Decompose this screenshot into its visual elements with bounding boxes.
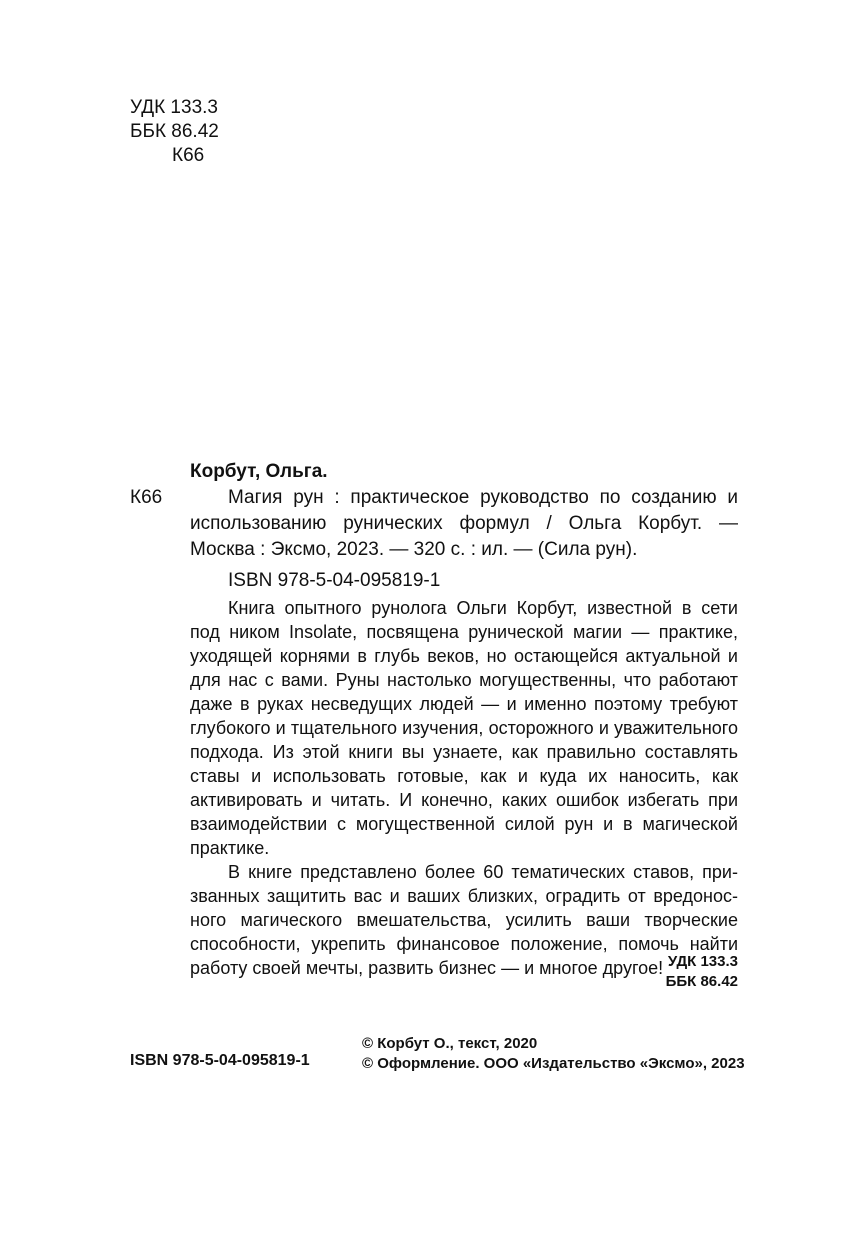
udk-code: УДК 133.3 [130, 97, 218, 118]
copyright-text: © Корбут О., текст, 2020 [362, 1035, 538, 1052]
author-name: Корбут, Ольга. [190, 461, 328, 482]
card-author-mark: К66 [130, 487, 163, 508]
copyright-design: © Оформление. ООО «Издательство «Эксмо», 2023 [362, 1055, 745, 1072]
author-mark: К66 [172, 145, 205, 166]
annotation-paragraph: Книга опытного рунолога Ольги Корбут, известной в сети под ником Insolate, посвящена рунической магии — практике, уходящей корнями в глубь веков, но остающейся актуальной и для нас с вами. Руны настолько могущественны, что работают даже в руках несведущих людей — и именно поэтому требуют глубокого и тщательного изучения, осторожного и уважительного подхода. Из этой книги вы узнаете, как правильно составлять ставы и использовать готовые, как и куда их наносить, как активировать и читать. И конечно, каких ошибок избегать при взаимодействии с могущественной силой рун и в магической практике. [190, 598, 738, 858]
isbn-bold: ISBN 978-5-04-095819-1 [130, 1052, 310, 1069]
footer-classification [666, 952, 738, 992]
annotation [190, 596, 738, 980]
annotation-paragraph: В книге представлено более 60 тематических ставов, призванных защитить вас и ваших близких, оградить от вредоносного магического вмешательства, усилить ваши творческие способности, укрепить финансовое положение, помочь найти работу своей мечты, развить бизнес — и многое другое! [190, 862, 738, 978]
header-classification [130, 96, 219, 168]
bibliographic-description: Магия рун : практическое руководство по созданию и использованию рунических формул / Ольга Корбут. — Москва : Эксмо, 2023. — 320 с. : ил. — (Сила рун). [190, 487, 738, 560]
copyright-block [362, 1034, 745, 1074]
footer-udk: УДК 133.3 [667, 953, 738, 970]
footer-bbk: ББК 86.42 [665, 973, 738, 990]
bbk-code: ББК 86.42 [130, 121, 219, 142]
card-isbn: ISBN 978-5-04-095819-1 [228, 570, 441, 591]
